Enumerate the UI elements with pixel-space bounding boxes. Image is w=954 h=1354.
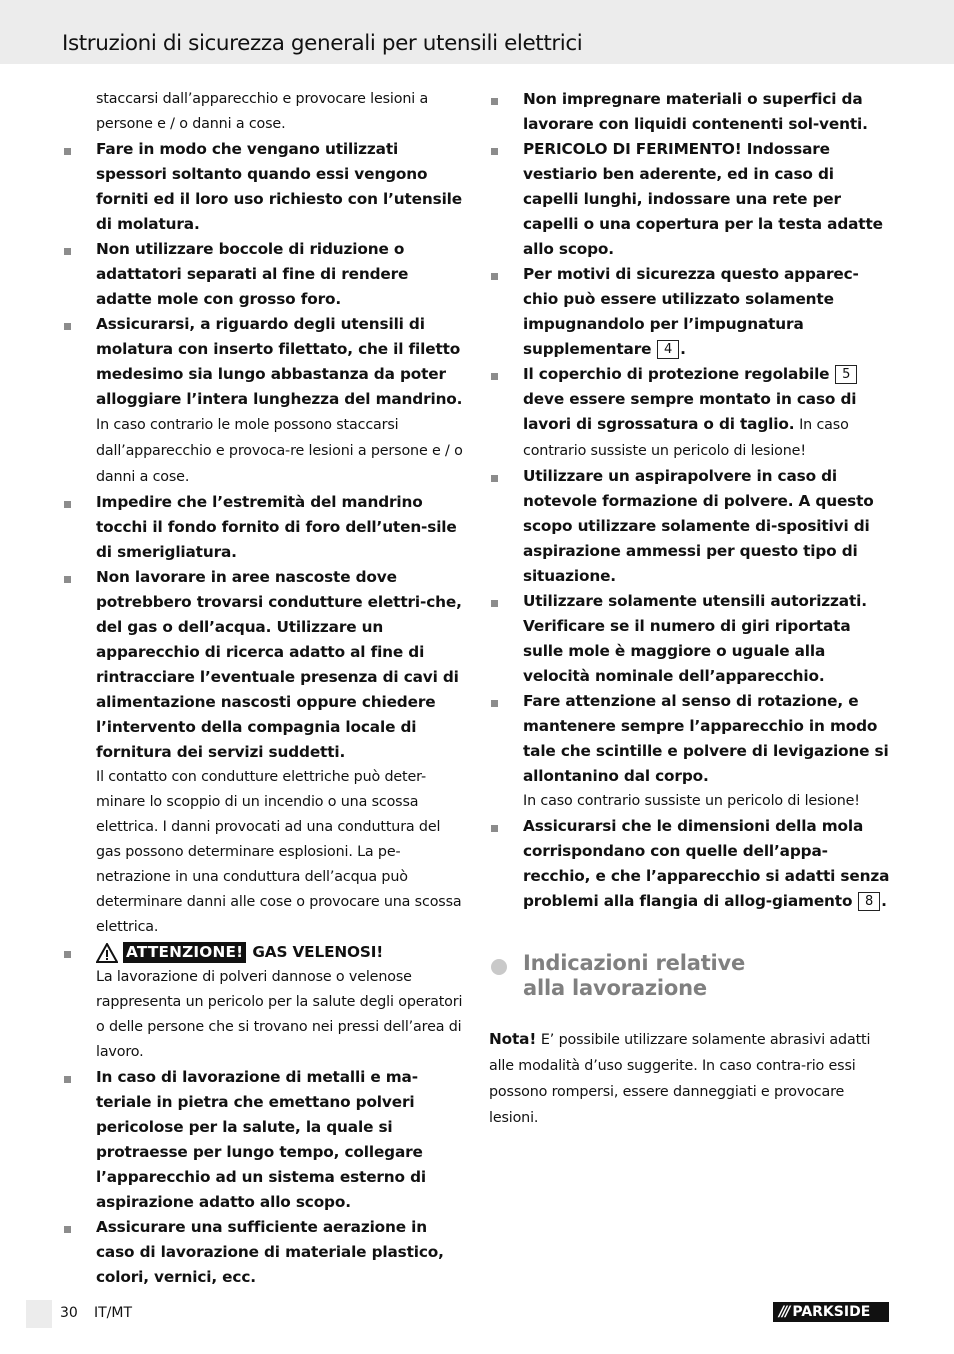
bullet-icon — [491, 373, 498, 380]
list-item — [62, 1215, 466, 1290]
bullet-icon — [64, 576, 71, 583]
left-column — [62, 87, 466, 1290]
bullet-icon — [491, 600, 498, 607]
list-item — [489, 589, 893, 689]
bullet-icon — [64, 248, 71, 255]
brand-logo — [773, 1302, 889, 1322]
list-item — [62, 312, 466, 490]
list-item — [489, 464, 893, 589]
bullet-icon — [491, 700, 498, 707]
bullet-icon — [491, 475, 498, 482]
bullet-icon — [491, 148, 498, 155]
list-item — [489, 689, 893, 814]
bullet-icon — [64, 951, 71, 958]
language-code: IT/MT — [94, 1305, 133, 1321]
item-text: Per motivi di sicurezza questo apparec-chio può essere utilizzato solamente impugnandolo per l’impugnatura supplementare — [523, 265, 859, 358]
list-item — [489, 262, 893, 362]
section-dot-icon — [491, 959, 507, 975]
list-item — [62, 237, 466, 312]
warning-label: ATTENZIONE! — [123, 942, 246, 963]
list-item — [489, 87, 893, 137]
list-item — [489, 137, 893, 262]
brand-name: PARKSIDE — [792, 1304, 871, 1320]
item-text: Utilizzare solamente utensili autorizzati. Verificare se il numero di giri riportata sulle mole è maggiore o uguale alla velocità nominale dell’apparecchio. — [523, 592, 867, 685]
bullet-icon — [491, 98, 498, 105]
right-column — [489, 87, 893, 1131]
list-item — [489, 814, 893, 914]
item-note: Il contatto con condutture elettriche può deter-minare lo scoppio di un incendio o una scossa elettrica. I danni provocati ad una conduttura del gas possono determinare esplosioni. La pe-netrazione in una conduttura dell’acqua può determinare danni alle cose o provocare una scossa elettrica. — [96, 769, 462, 935]
item-text: Il coperchio di protezione regolabile — [523, 365, 830, 383]
item-note: In caso contrario le mole possono staccarsi dall’apparecchio e provoca-re lesioni a persone e / o danni a cose. — [96, 417, 463, 485]
item-text-end: . — [881, 892, 887, 910]
item-text: Utilizzare un aspirapolvere in caso di notevole formazione di polvere. A questo scopo utilizzare solamente di-spositivi di aspirazione ammessi per questo tipo di situazione. — [523, 467, 874, 585]
item-note: In caso contrario sussiste un pericolo di lesione! — [523, 417, 849, 459]
item-text: Impedire che l’estremità del mandrino tocchi il fondo fornito di foro dell’uten-sile di smerigliatura. — [96, 493, 457, 561]
item-text: Non impregnare materiali o superfici da lavorare con liquidi contenenti sol-venti. — [523, 90, 868, 133]
item-text: Non utilizzare boccole di riduzione o adattatori separati al fine di rendere adatte mole con grosso foro. — [96, 240, 409, 308]
bullet-icon — [64, 323, 71, 330]
item-text: Fare in modo che vengano utilizzati spessori soltanto quando essi vengono forniti ed il loro uso richiesto con l’utensile di molatura. — [96, 140, 462, 233]
item-text-cont: deve essere sempre montato in caso di lavori di sgrossatura o di taglio. — [523, 390, 857, 433]
list-item — [62, 490, 466, 565]
item-note: La lavorazione di polveri dannose o velenose rappresenta un pericolo per la salute degli operatori o delle persone che si trovano nei pressi dell’area di lavoro. — [96, 969, 463, 1060]
bullet-icon — [64, 148, 71, 155]
part-reference: 8 — [858, 892, 880, 911]
bullet-icon — [64, 501, 71, 508]
note-paragraph — [489, 1027, 893, 1131]
page-title: Istruzioni di sicurezza generali per utensili elettrici — [62, 31, 583, 56]
item-text: In caso di lavorazione di metalli e ma-teriale in pietra che emettano polveri pericolose per la salute, la quale si protraesse per lungo tempo, collegare l’apparecchio ad un sistema esterno di aspirazione adatto allo scopo. — [96, 1068, 426, 1211]
section-title-line-1: Indicazioni relative — [523, 951, 746, 975]
bullet-icon — [491, 825, 498, 832]
page-number: 30 — [60, 1305, 78, 1321]
section-title — [523, 951, 893, 1001]
bullet-icon — [491, 273, 498, 280]
item-text: Assicurarsi che le dimensioni della mola corrispondano con quelle dell’appa-recchio, e che l’apparecchio si adatti senza problemi alla flangia di allog-giamento — [523, 817, 890, 910]
part-reference: 5 — [835, 365, 857, 384]
item-text: PERICOLO DI FERIMENTO! Indossare vestiario ben aderente, ed in caso di capelli lunghi, indossare una rete per capelli o una copertura per la testa adatte allo scopo. — [523, 140, 883, 258]
part-reference: 4 — [657, 340, 679, 359]
item-text: Assicurare una sufficiente aerazione in caso di lavorazione di materiale plastico, colori, vernici, ecc. — [96, 1218, 444, 1286]
bullet-icon — [64, 1076, 71, 1083]
list-item — [62, 1065, 466, 1215]
section-title-line-2: alla lavorazione — [523, 976, 707, 1000]
item-text: Fare attenzione al senso di rotazione, e mantenere sempre l’apparecchio in modo tale che scintille e polvere di levigazione si allontanino dal corpo. — [523, 692, 889, 785]
item-text: Non lavorare in aree nascoste dove potrebbero trovarsi condutture elettri-che, del gas o dell’acqua. Utilizzare un apparecchio di ricerca adatto al fine di rintracciare l’eventuale presenza di cavi di alimentazione nascosti oppure chiedere l’intervento della compagnia locale di fornitura dei servizi suddetti. — [96, 568, 462, 761]
paragraph-continuation: staccarsi dall’apparecchio e provocare lesioni a persone e / o danni a cose. — [96, 91, 429, 132]
list-item — [489, 362, 893, 464]
page-header — [0, 0, 954, 64]
warning-heading — [96, 940, 466, 965]
note-text: E’ possibile utilizzare solamente abrasivi adatti alle modalità d’uso suggerite. In caso contra-rio essi possono rompersi, essere danneggiati e provocare lesioni. — [489, 1032, 871, 1126]
section-heading — [489, 951, 893, 1001]
item-note: In caso contrario sussiste un pericolo di lesione! — [523, 793, 860, 809]
bullet-icon — [64, 1226, 71, 1233]
warning-item — [62, 940, 466, 1065]
note-label: Nota! — [489, 1030, 537, 1048]
warning-triangle-icon — [96, 943, 118, 963]
item-text-end: . — [680, 340, 686, 358]
brand-slashes-icon: /// — [779, 1304, 789, 1320]
list-item — [62, 565, 466, 940]
footer-marker — [26, 1300, 52, 1328]
list-item — [62, 137, 466, 237]
item-text: Assicurarsi, a riguardo degli utensili di molatura con inserto filettato, che il filetto medesimo sia lungo abbastanza da poter alloggiare l’intera lunghezza del mandrino. — [96, 315, 463, 408]
warning-title: GAS VELENOSI! — [252, 943, 384, 961]
